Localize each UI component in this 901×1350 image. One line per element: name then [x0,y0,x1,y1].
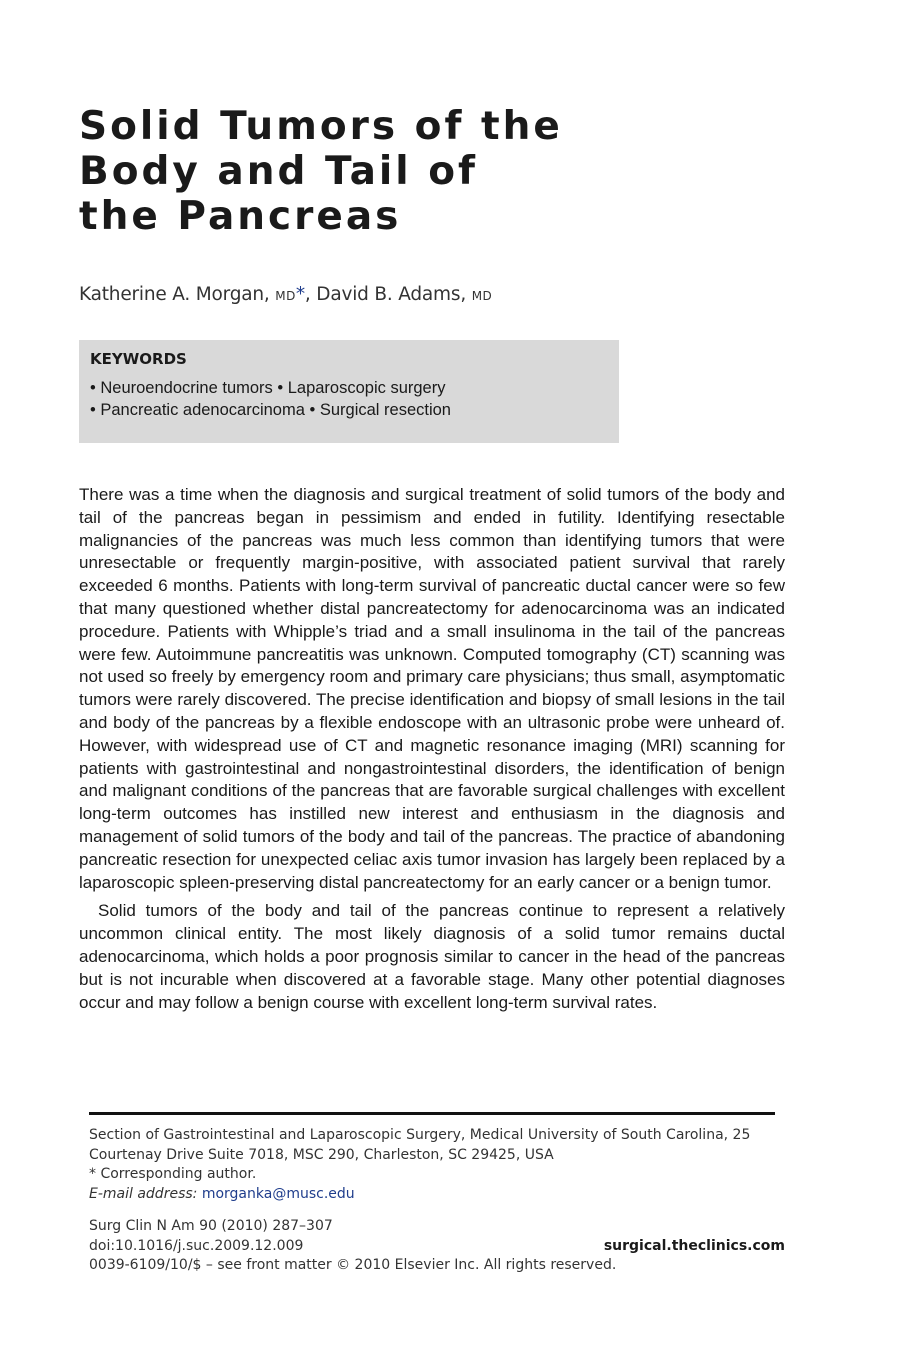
body-paragraph: Solid tumors of the body and tail of the pancreas continue to represent a relatively uncommon clinical entity. The most likely diagnosis of a solid tumor remains ductal adenocarcinoma, which holds a poor prognosis similar to cancer in the head of the pancreas but is not incurable when discovered at a favorable stage. Many other potential diagnoses occur and may follow a benign course with excellent long-term survival rates. [79,901,785,1012]
email-label: E-mail address: [89,1185,198,1202]
citation-block [89,1217,789,1276]
journal-citation: Surg Clin N Am 90 (2010) 287–307 [89,1218,333,1234]
author-name: David B. Adams, [316,284,466,305]
journal-website[interactable]: surgical.theclinics.com [603,1237,785,1254]
email-link[interactable]: morganka@musc.edu [201,1185,355,1202]
doi[interactable]: doi:10.1016/j.suc.2009.12.009 [89,1237,304,1254]
title-line: the Pancreas [79,194,402,239]
corresponding-author-mark[interactable]: * [295,284,305,305]
article-body [79,484,785,1014]
keyword-line: • Pancreatic adenocarcinoma • Surgical resection [90,401,451,419]
author-degree: MD [471,289,493,303]
author-list: Katherine A. Morgan, MD*, David B. Adams, MD [79,284,493,305]
keywords-box [79,340,619,443]
author-degree: MD [275,289,296,303]
doi-row [89,1237,789,1257]
affiliation: Section of Gastrointestinal and Laparoscopic Surgery, Medical University of South Carolina, 25 Courtenay Drive Suite 7018, MSC 290, Charleston, SC 29425, USA [89,1127,751,1163]
footnote-divider [89,1112,775,1115]
keywords-heading: KEYWORDS [90,350,187,368]
author-name: Katherine A. Morgan, [79,284,270,305]
body-paragraph: There was a time when the diagnosis and surgical treatment of solid tumors of the body and tail of the pancreas began in pessimism and ended in futility. Identifying resectable malignancies of the pancreas was much less common than identifying tumors that were unresectable or frequently margin-positive, with associated patient survival that rarely exceeded 6 months. Patients with long-term survival of pancreatic ductal cancer were so few that many questioned whether distal pancreatectomy for adenocarcinoma was an indicated procedure. Patients with Whipple’s triad and a small insulinoma in the tail of the pancreas were few. Autoimmune pancreatitis was unknown. Computed tomography (CT) scanning was not used so freely by emergency room and primary care physicians; thus small, asymptomatic tumors were rarely discovered. The precise identification and biopsy of small lesions in the tail and body of the pancreas by a flexible endoscope with an ultrasonic probe were unheard of. However, with widespread use of CT and magnetic resonance imaging (MRI) scanning for patients with gastrointestinal and nongastrointestinal disorders, the identification of benign and malignant conditions of the pancreas that are favorable surgical challenges with excellent long-term outcomes has instilled new interest and enthusiasm in the diagnosis and management of solid tumors of the body and tail of the pancreas. The practice of abandoning pancreatic resection for unexpected celiac axis tumor invasion has largely been replaced by a laparoscopic spleen-preserving distal pancreatectomy for an early cancer or a benign tumor. [79,485,785,892]
corresponding-note: * Corresponding author. [89,1166,257,1182]
keyword-line: • Neuroendocrine tumors • Laparoscopic surgery [90,379,446,397]
footnotes [89,1126,789,1204]
article-title [79,104,639,239]
copyright: 0039-6109/10/$ – see front matter © 2010 Elsevier Inc. All rights reserved. [89,1257,617,1273]
title-line: Solid Tumors of the [79,104,563,149]
title-line: Body and Tail of [79,149,478,194]
email-line [89,1185,789,1205]
